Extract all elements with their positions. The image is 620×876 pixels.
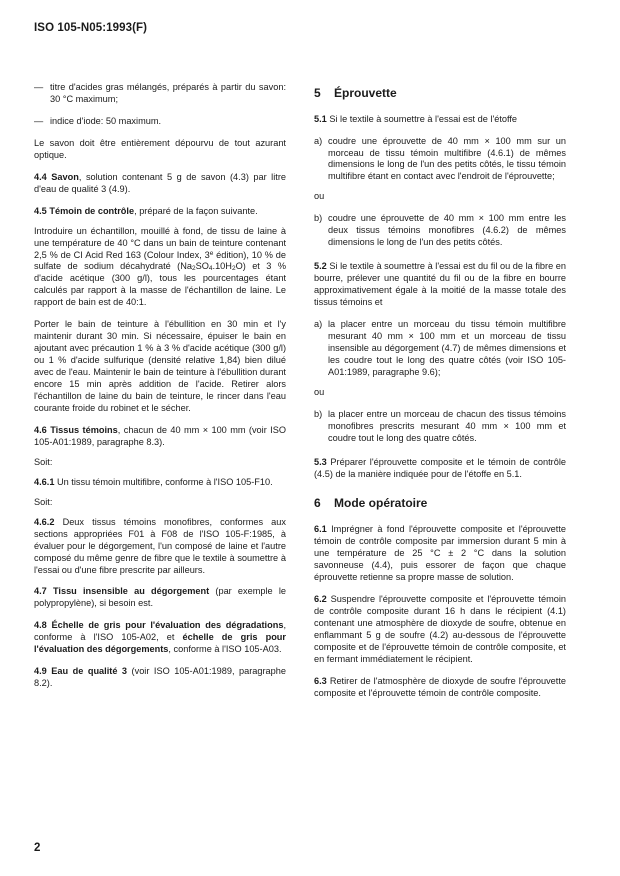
clause-4-5 (34, 206, 286, 218)
clause-title: Tissu insensible au dégorgement (52, 586, 210, 597)
list-item-text: titre d'acides gras mélangés, préparés à partir du savon: 30 °C maximum; (50, 82, 286, 104)
clause-5-1 (314, 114, 566, 126)
item-text: la placer entre un morceau du tissu témoin multifibre mesurant 40 mm × 100 mm et un morceau de tissu insensible au dégorgement (4.7) de mêmes dimensions et les coudre tout le long des quatre côtés (voir ISO 105-A01:1989, paragraphe 9.6); (328, 318, 566, 377)
soap-note: Le savon doit être entièrement dépourvu de tout azurant optique. (34, 137, 286, 160)
section-number: 5 (314, 86, 321, 100)
dash-marker: — (34, 115, 44, 126)
clause-6-1 (314, 524, 566, 584)
item-text: la placer entre un morceau de chacun des tissus témoins monofibres prescrits mesurant 40 mm × 100 mm et coudre tout le long des quatre côtés. (328, 408, 566, 443)
clause-text: Imprégner à fond l'éprouvette composite et l'éprouvette témoin de contrôle composite par immersion durant 5 min à une température de 25 °C ± 2 °C dans la solution savonneuse (4.4), puis essorer de façon que chaque éprouvette retienne sa propre masse de solution. (314, 524, 566, 582)
left-column (34, 82, 286, 700)
item-label: b) (314, 408, 323, 419)
clause-text: , chacun de 40 mm × 100 mm (voir ISO 105-A01:1989, paragraphe 8.3). (34, 424, 286, 447)
clause-text: Préparer l'éprouvette composite et le témoin de contrôle (4.5) de la manière indiquée pour de l'étoffe en 5.1. (314, 456, 566, 479)
clause-4-6-1 (34, 477, 286, 489)
section-title: Mode opératoire (334, 496, 428, 511)
clause-text: Suspendre l'éprouvette composite et l'éprouvette témoin de contrôle composite durant 16 h dans le récipient (4.1) contenant une atmosphère de dioxyde de soufre, obtenue en enflammant 5 g de soufre (4.2) au-dessous de l'éprouvette composite et de l'éprouvette témoin de contrôle composite, et en fermant immédiatement le récipient. (314, 593, 566, 664)
clause-text: , conforme à l'ISO 105-A03. (168, 644, 282, 655)
clause-text: Si le textile à soumettre à l'essai est du fil ou de la fibre en bourre, prélever une quantité du fil ou de la fibre en bourre approximativement égale à la moitié de la masse totale des tissus témoins et (314, 261, 566, 308)
subscript: 4 (208, 265, 213, 273)
section-title: Éprouvette (334, 86, 397, 100)
document-header: ISO 105-N05:1993(F) (34, 22, 148, 34)
clause-4-6 (34, 425, 286, 449)
section-heading-6 (314, 496, 566, 512)
dash-marker: — (34, 82, 44, 92)
clause-title: Témoin de contrôle (49, 205, 135, 216)
item-text: coudre une éprouvette de 40 mm × 100 mm sur un morceau de tissu témoin multifibre (4.6.1) de mêmes dimensions le long de l'un des petits côtés, le tissu témoin multifibre étant en contact avec l'endroit de l'éprouvette; (328, 135, 566, 182)
subscript: 2 (231, 265, 236, 273)
list-item (34, 82, 286, 106)
clause-text: , préparé de la façon suivante. (134, 205, 258, 216)
clause-title: Tissus témoins (50, 424, 118, 435)
right-column (314, 82, 566, 709)
paragraph-boiling: Porter le bain de teinture à l'ébullition en 30 min et l'y maintenir durant 30 min. Si nécessaire, épuiser le bain en ajoutant avec précaution 1 % à 3 % d'acide acétique (300 g/l) ou 1 % d'acide sulfurique (densité relative 1,84) bien dilué avec de l'eau. Maintenir le bain de teinture à l'ébullition durant encore 15 min après addition de l'acide. Retirer alors l'échantillon de laine du bain de teinture, le rincer dans l'eau courante froide du robinet et le sécher. (34, 319, 286, 413)
soit-label: Soit: (34, 496, 53, 507)
list-item (314, 319, 566, 379)
item-text: coudre une éprouvette de 40 mm × 100 mm entre les deux tissus témoins monofibres (4.6.2) de mêmes dimensions le long de l'un des petits côtés. (328, 213, 566, 248)
list-item (314, 136, 566, 184)
clause-text: Si le textile à soumettre à l'essai est de l'étoffe (326, 113, 518, 124)
text-run: Introduire un échantillon, mouillé à fond, de tissu de laine à une température de 40 °C dans un bain de teinture contenant 2,5 % de CI Acid Red 163 (Colour Index, 3 (34, 225, 286, 260)
subscript: 2 (191, 265, 196, 273)
or-separator: ou (314, 191, 325, 202)
clause-4-9 (34, 666, 286, 690)
clause-number: 4.4 (34, 171, 47, 182)
clause-number: 5.1 (314, 113, 327, 124)
soit-label: Soit: (34, 456, 53, 467)
clause-number: 4.6.2 (34, 516, 55, 527)
list-item (314, 409, 566, 445)
clause-number: 4.7 (34, 586, 47, 597)
item-label: a) (314, 135, 323, 146)
text-run: édition), 10 % de sulfate de sodium décahydraté (Na (34, 249, 286, 272)
clause-4-6-2 (34, 517, 286, 577)
page-number: 2 (34, 842, 41, 854)
clause-number: 6.1 (314, 524, 327, 535)
clause-4-7 (34, 586, 286, 610)
clause-title: échelle de gris pour l'évaluation des dégorgements (34, 632, 286, 655)
clause-text: (voir ISO 105-A01:1989, paragraphe 8.2). (34, 666, 286, 689)
clause-4-8 (34, 620, 286, 656)
text-run: O) et 3 % d'acide acétique (300 g/l), tous les pourcentages étant calculés par rapport à la masse de l'échantillon de laine. Le rapport de bain est de 40:1. (34, 261, 286, 308)
or-separator: ou (314, 386, 325, 397)
clause-title: Eau de qualité 3 (51, 666, 128, 677)
clause-text: , solution contenant 5 g de savon (4.3) par litre d'eau de qualité 3 (4.9). (34, 171, 286, 194)
clause-text: , conforme à l'ISO 105-A02, et (34, 620, 286, 643)
clause-text: Retirer de l'atmosphère de dioxyde de soufre l'éprouvette composite et l'éprouvette témoin de contrôle composite. (314, 675, 566, 698)
clause-number: 4.5 (34, 205, 47, 216)
clause-number: 4.6 (34, 424, 47, 435)
clause-number: 4.8 (34, 620, 47, 631)
item-label: a) (314, 318, 323, 329)
clause-number: 6.2 (314, 593, 327, 604)
text-run: SO (195, 261, 209, 272)
clause-text: Deux tissus témoins monofibres, conformes aux sections appropriées F01 à F08 de l'ISO 105-F:1985, à évaluer pour le dégorgement, l'un composé de laine et l'autre composé du même genre de fibre que le textile à soumettre à l'essai ou d'une fibre prescrite par ailleurs. (34, 516, 286, 575)
clause-text: Un tissu témoin multifibre, conforme à l'ISO 105-F10. (54, 476, 273, 487)
list-item (314, 213, 566, 249)
clause-4-4 (34, 172, 286, 196)
clause-number: 4.6.1 (34, 476, 55, 487)
clause-6-3 (314, 676, 566, 700)
superscript: e (209, 249, 214, 257)
text-run: .10H (212, 261, 232, 272)
list-item-text: indice d'iode: 50 maximum. (50, 115, 162, 126)
clause-title: Échelle de gris pour l'évaluation des dégradations (51, 620, 284, 631)
clause-number: 6.3 (314, 675, 327, 686)
clause-text: (par exemple le polypropylène), si besoin est. (34, 586, 286, 609)
clause-number: 5.2 (314, 261, 327, 272)
section-number: 6 (314, 496, 321, 511)
clause-number: 4.9 (34, 666, 47, 677)
list-item (34, 116, 286, 128)
paragraph-dyeing (34, 226, 286, 310)
clause-5-3 (314, 457, 566, 481)
clause-6-2 (314, 594, 566, 666)
clause-5-2 (314, 261, 566, 309)
clause-title: Savon (51, 171, 79, 182)
item-label: b) (314, 213, 323, 224)
section-heading-5 (314, 86, 566, 102)
clause-number: 5.3 (314, 456, 327, 467)
